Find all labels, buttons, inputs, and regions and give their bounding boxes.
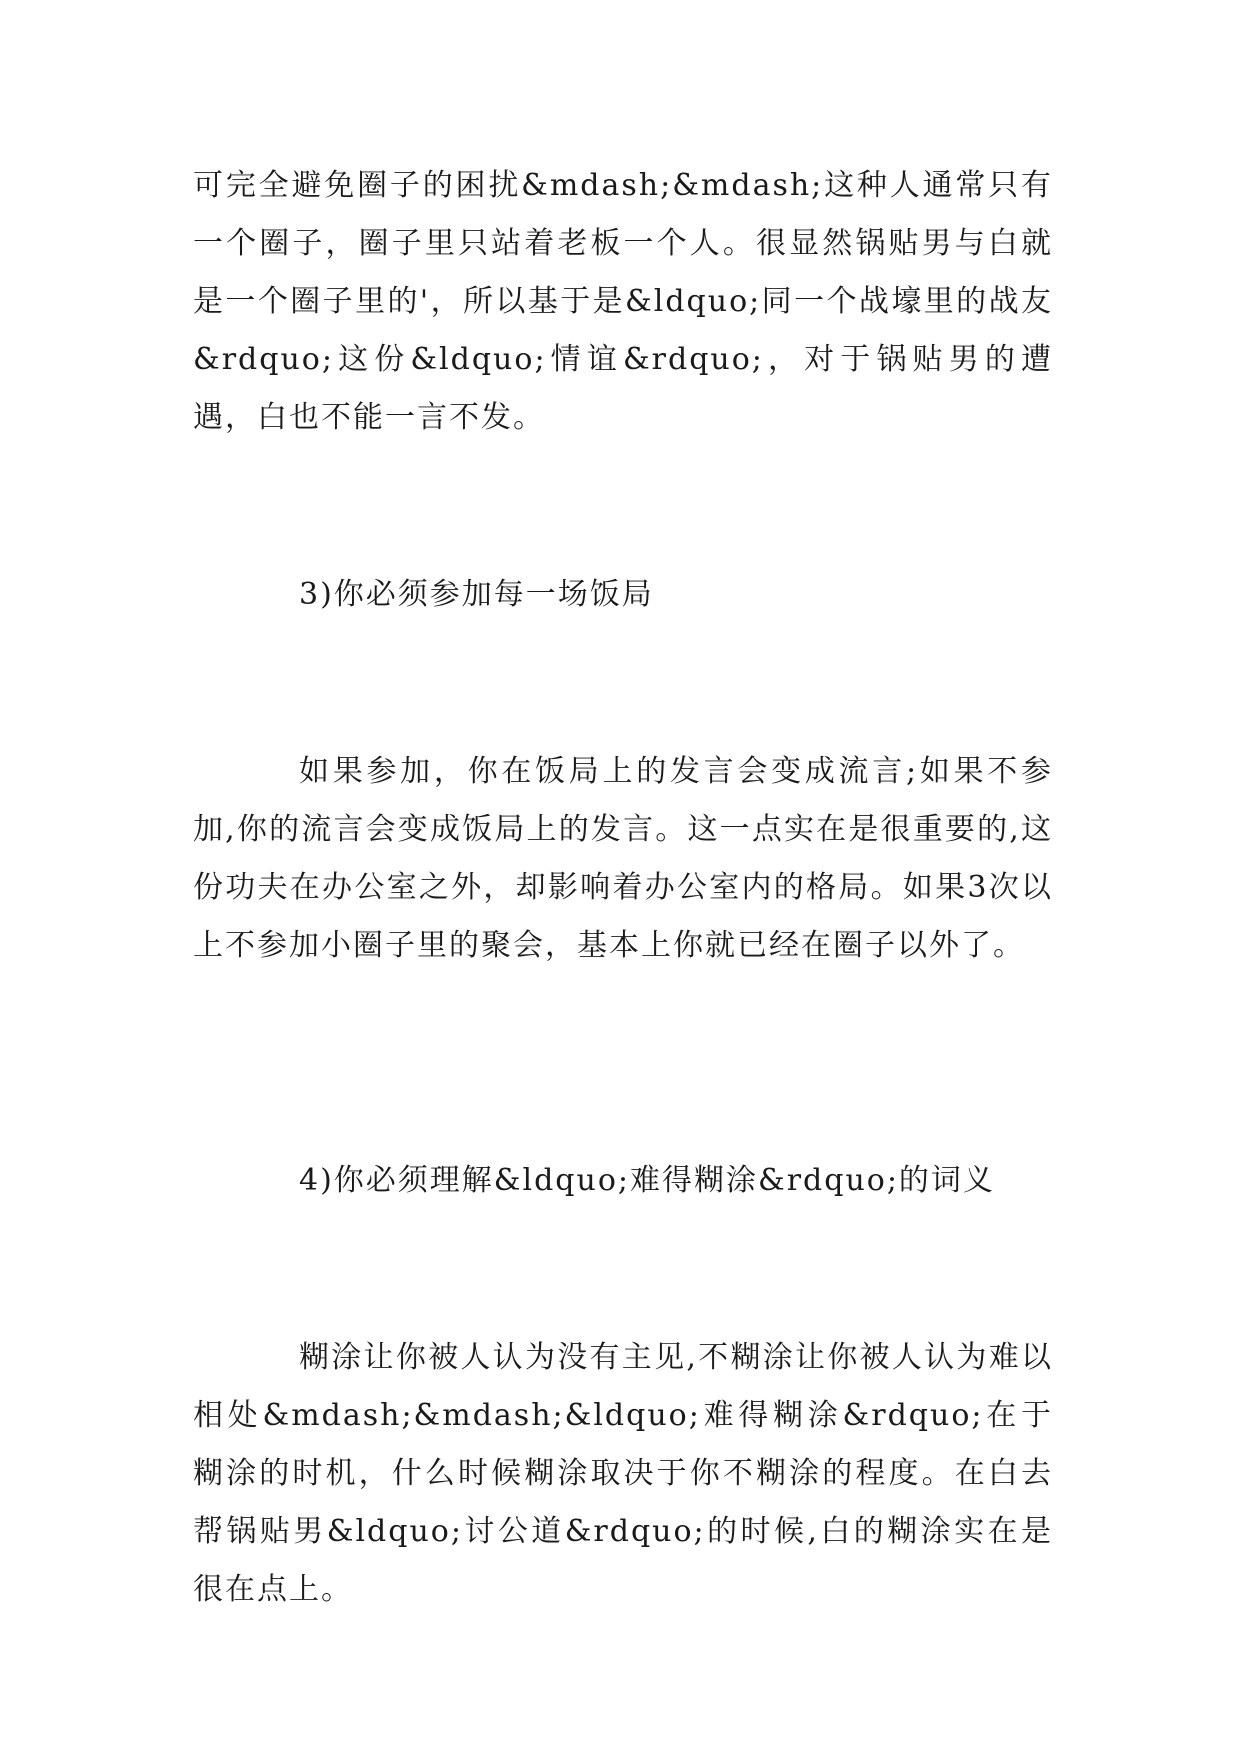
section-heading-4: 4)你必须理解&ldquo;难得糊涂&rdquo;的词义 (299, 1163, 995, 1198)
body-paragraph-dinner-party: 如果参加，你在饭局上的发言会变成流言;如果不参加,你的流言会变成饭局上的发言。这一点实在是很重要的,这份功夫在办公室之外，却影响着办公室内的格局。如果3次以上不参加小圈子里的聚会，基本上你就已经在圈子以外了。 (193, 754, 1053, 963)
body-paragraph-muddle-headed: 糊涂让你被人认为没有主见,不糊涂让你被人认为难以相处&mdash;&mdash;&ldquo;难得糊涂&rdquo;在于糊涂的时机，什么时候糊涂取决于你不糊涂的程度。在白去帮锅贴男&ldquo;讨公道&rdquo;的时候,白的糊涂实在是很在点上。 (193, 1340, 1053, 1607)
section-heading-3: 3)你必须参加每一场饭局 (299, 577, 654, 612)
body-paragraph-circle-boss: 可完全避免圈子的困扰&mdash;&mdash;这种人通常只有一个圈子，圈子里只站着老板一个人。很显然锅贴男与白就是一个圈子里的'，所以基于是&ldquo;同一个战壕里的战友&rdquo;这份&ldquo;情谊&rdquo;，对于锅贴男的遭遇，白也不能一言不发。 (193, 168, 1053, 435)
